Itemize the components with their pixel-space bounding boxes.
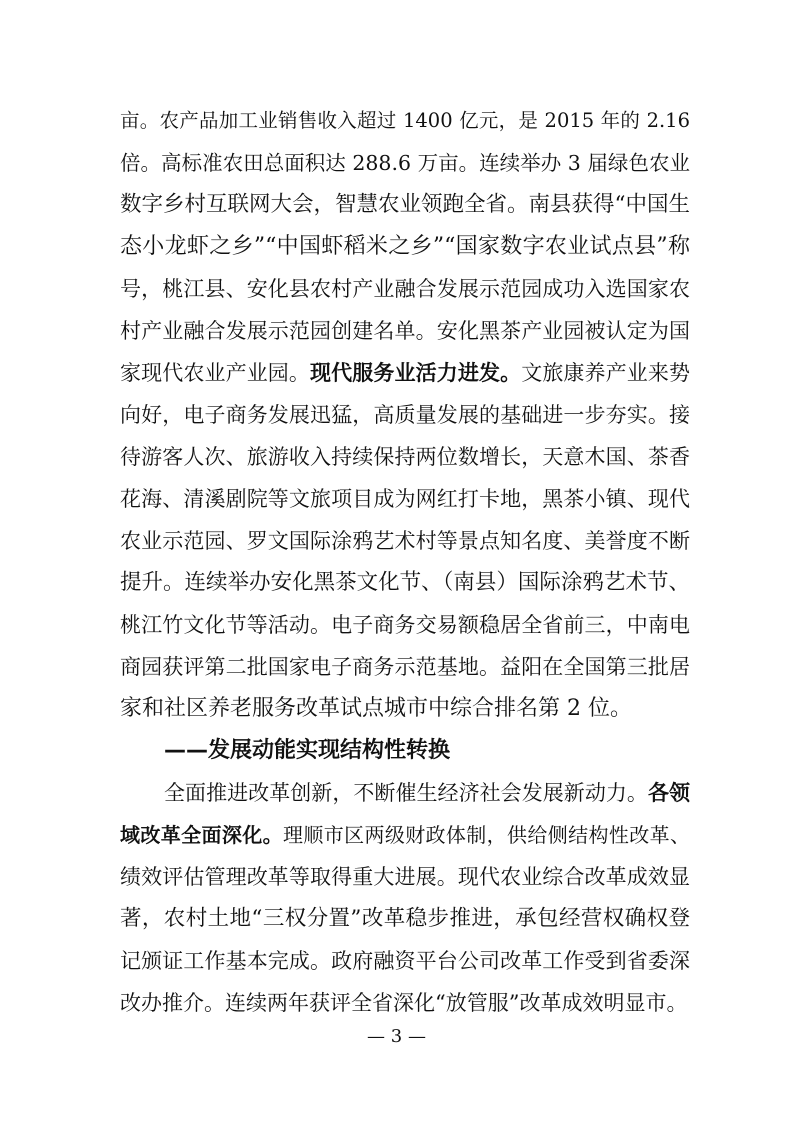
line-text: 全面推进改革创新，不断催生经济社会发展新动力。	[164, 781, 648, 805]
paragraph-line: 态小龙虾之乡”“中国虾稻米之乡”“国家数字农业试点县”称	[120, 234, 690, 259]
bold-lead-phrase: 域改革全面深化。	[120, 823, 283, 847]
bold-lead-phrase: 现代服务业活力进发。	[310, 361, 522, 385]
paragraph-line: 家和社区养老服务改革试点城市中综合排名第 2 位。	[120, 696, 632, 721]
paragraph-line: 花海、清溪剧院等文旅项目成为网红打卡地，黑茶小镇、现代	[120, 487, 690, 511]
paragraph-line: 记颁证工作基本完成。政府融资平台公司改革工作受到省委深	[120, 949, 690, 973]
paragraph-line	[120, 814, 690, 856]
paragraph-line: 村产业融合发展示范园创建名单。安化黑茶产业园被认定为国	[120, 319, 690, 343]
paragraph-line	[120, 352, 690, 394]
paragraph-line: 提升。连续举办安化黑茶文化节、（南县）国际涂鸦艺术节、	[120, 570, 690, 595]
section-heading: ——发展动能实现结构性转换	[164, 738, 451, 763]
paragraph-line: 待游客人次、旅游收入持续保持两位数增长，天意木国、茶香	[120, 445, 690, 469]
paragraph-line: 亩。农产品加工业销售收入超过 1400 亿元，是 2015 年的 2.16	[120, 109, 690, 132]
paragraph-line: 号，桃江县、安化县农村产业融合发展示范园成功入选国家农	[120, 277, 690, 301]
bold-lead-phrase: 各领	[647, 781, 691, 805]
line-text: 理顺市区两级财政体制，供给侧结构性改革、	[282, 823, 691, 847]
page-number: — 3 —	[367, 1026, 426, 1047]
paragraph-line: 桃江竹文化节等活动。电子商务交易额稳居全省前三，中南电	[120, 613, 690, 637]
paragraph-line	[120, 772, 690, 814]
body-text	[120, 100, 690, 1024]
line-text: 家现代农业产业园。	[120, 361, 311, 385]
paragraph-line: 绩效评估管理改革等取得重大进展。现代农业综合改革成效显	[120, 865, 690, 889]
paragraph-line: 商园获评第二批国家电子商务示范基地。益阳在全国第三批居	[120, 655, 690, 679]
paragraph-line: 著，农村土地“三权分置”改革稳步推进，承包经营权确权登	[120, 906, 690, 931]
paragraph-line: 农业示范园、罗文国际涂鸦艺术村等景点知名度、美誉度不断	[120, 529, 690, 553]
line-text: 文旅康养产业来势	[521, 361, 691, 385]
paragraph-line: 倍。高标准农田总面积达 288.6 万亩。连续举办 3 届绿色农业	[120, 151, 690, 175]
paragraph-line: 改办推介。连续两年获评全省深化“放管服”改革成效明显市。	[120, 991, 688, 1015]
paragraph-line: 数字乡村互联网大会，智慧农业领跑全省。南县获得“中国生	[120, 192, 690, 217]
paragraph-line: 向好，电子商务发展迅猛，高质量发展的基础进一步夯实。接	[120, 403, 690, 427]
